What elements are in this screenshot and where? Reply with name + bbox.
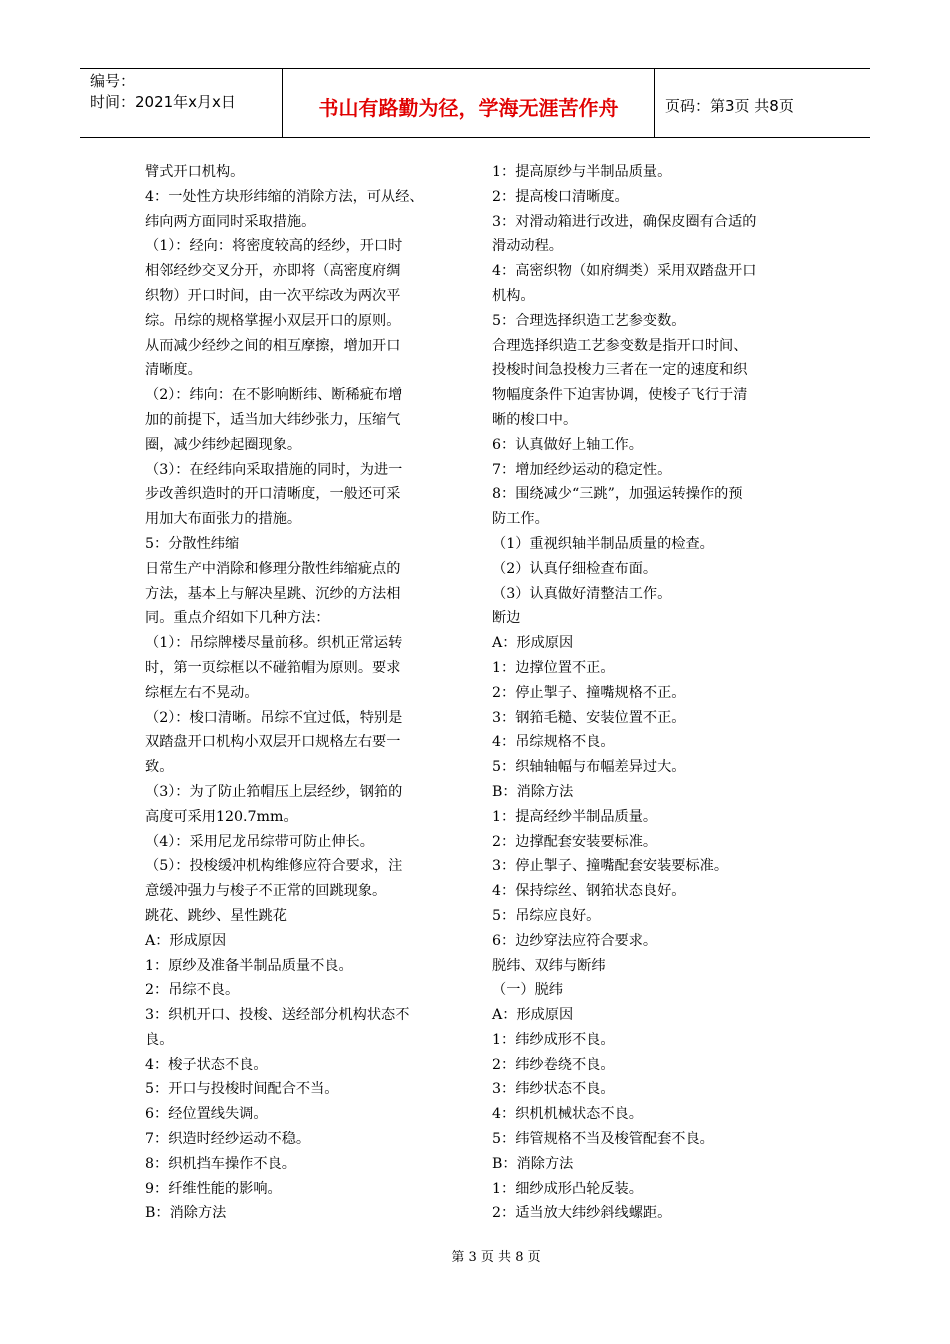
- text-line: （2）：纬向：在不影响断纬、断稀疵布增: [145, 387, 403, 404]
- header-motto: 书山有路勤为径，学海无涯苦作舟: [283, 69, 655, 137]
- text-line: 6：经位置线失调。: [145, 1106, 268, 1123]
- text-line: 3：纬纱状态不良。: [492, 1081, 615, 1098]
- body-right-column: [492, 160, 814, 1226]
- text-line: 2：吊综不良。: [145, 982, 240, 999]
- text-line: （1）：经向：将密度较高的经纱，开口时: [145, 238, 403, 255]
- text-line: 8：织机挡车操作不良。: [145, 1155, 296, 1172]
- text-line: 滑动动程。: [492, 238, 563, 255]
- page-footer: 第 3 页 共 8 页: [451, 1250, 541, 1265]
- document-number-label: 编号：: [90, 72, 136, 90]
- text-line: 合理选择织造工艺参变数是指开口时间、: [492, 337, 748, 354]
- text-line: 相邻经纱交叉分开，亦即将（高密度府绸: [145, 263, 401, 280]
- text-line: （4）：采用尼龙吊综带可防止伸长。: [145, 833, 374, 850]
- document-time-label: 时间：2021年x月x日: [90, 93, 236, 111]
- text-line: 2：纬纱卷绕不良。: [492, 1056, 615, 1073]
- text-line: 7：织造时经纱运动不稳。: [145, 1131, 311, 1148]
- text-line: 用加大布面张力的措施。: [145, 511, 302, 528]
- text-line: 良。: [145, 1031, 174, 1048]
- text-line: 晰的梭口中。: [492, 411, 578, 428]
- text-line: 2：提高梭口清晰度。: [492, 188, 629, 205]
- text-line: （2）：梭口清晰。吊综不宜过低，特别是: [145, 709, 403, 726]
- text-line: 圈，减少纬纱起圈现象。: [145, 436, 302, 453]
- header-page-number: 页码：第3页 共8页: [665, 96, 794, 115]
- text-line: 臂式开口机构。: [145, 164, 245, 180]
- text-line: 综。吊综的规格掌握小双层开口的原则。: [145, 312, 401, 329]
- text-line: 4：一处性方块形纬缩的消除方法，可从经、: [145, 188, 424, 205]
- text-line: 投梭时间急投梭力三者在一定的速度和织: [492, 362, 748, 379]
- text-line: 6：认真做好上轴工作。: [492, 436, 643, 453]
- text-line: 意缓冲强力与梭子不正常的回跳现象。: [145, 883, 387, 900]
- text-line: 1：细纱成形凸轮反装。: [492, 1180, 643, 1197]
- text-line: 5：织轴轴幅与布幅差异过大。: [492, 759, 686, 776]
- text-line: B：消除方法: [492, 1155, 574, 1172]
- text-line: 3：织机开口、投梭、送经部分机构状态不: [145, 1007, 410, 1024]
- text-line: 4：梭子状态不良。: [145, 1056, 268, 1073]
- text-line: 加的前提下，适当加大纬纱张力，压缩气: [145, 411, 401, 428]
- header-info: [80, 69, 283, 137]
- text-line: A：形成原因: [145, 932, 227, 949]
- text-line: 致。: [145, 759, 174, 776]
- text-line: 5：吊综应良好。: [492, 907, 601, 924]
- text-line: 防工作。: [492, 511, 549, 528]
- text-line: 2：边撑配套安装要标准。: [492, 833, 658, 850]
- text-line: 4：保持综丝、钢筘状态良好。: [492, 883, 686, 900]
- body-left-column: [145, 160, 465, 1226]
- text-line: 3：对滑动箱进行改进，确保皮圈有合适的: [492, 213, 757, 230]
- text-line: （1）：吊综牌楼尽量前移。织机正常运转: [145, 635, 403, 652]
- text-line: 步改善织造时的开口清晰度，一般还可采: [145, 486, 401, 503]
- text-line: 1：原纱及准备半制品质量不良。: [145, 957, 353, 974]
- page-header: [80, 68, 870, 138]
- text-line: 2：适当放大纬纱斜线螺距。: [492, 1205, 672, 1222]
- text-line: （5）：投梭缓冲机构维修应符合要求，注: [145, 858, 403, 875]
- text-line: （3）：在经纬向采取措施的同时，为进一: [145, 461, 403, 478]
- text-line: 9：纤维性能的影响。: [145, 1180, 282, 1197]
- text-line: 5：分散性纬缩: [145, 535, 240, 552]
- text-line: 3：停止掣子、撞嘴配套安装要标准。: [492, 858, 729, 875]
- text-line: 4：高密织物（如府绸类）采用双踏盘开口: [492, 263, 757, 280]
- text-line: （2）认真仔细检查布面。: [492, 560, 658, 577]
- text-line: 物幅度条件下迫害协调，使梭子飞行于清: [492, 387, 748, 404]
- text-line: 日常生产中消除和修理分散性纬缩疵点的: [145, 560, 401, 577]
- text-line: 5：纬管规格不当及梭管配套不良。: [492, 1131, 714, 1148]
- text-line: 6：边纱穿法应符合要求。: [492, 932, 658, 949]
- text-line: 1：纬纱成形不良。: [492, 1031, 615, 1048]
- text-line: 高度可采用120.7mm。: [145, 808, 298, 825]
- text-line: 从而减少经纱之间的相互摩擦，增加开口: [145, 337, 401, 354]
- text-line: 5：开口与投梭时间配合不当。: [145, 1081, 339, 1098]
- text-line: （1）重视织轴半制品质量的检查。: [492, 535, 714, 552]
- text-line: 纬向两方面同时采取措施。: [145, 213, 316, 230]
- text-line: 综框左右不晃动。: [145, 684, 259, 701]
- text-line: A：形成原因: [492, 1007, 574, 1024]
- text-line: 7：增加经纱运动的稳定性。: [492, 461, 672, 478]
- text-line: A：形成原因: [492, 635, 574, 652]
- text-line: 1：边撑位置不正。: [492, 659, 615, 676]
- text-line: 5：合理选择织造工艺参变数。: [492, 312, 686, 329]
- text-line: （3）：为了防止筘帽压上层经纱，钢筘的: [145, 783, 403, 800]
- text-line: 2：停止掣子、撞嘴规格不正。: [492, 684, 686, 701]
- text-line: 8：围绕减少“三跳”，加强运转操作的预: [492, 486, 743, 503]
- text-line: B：消除方法: [492, 783, 574, 800]
- text-line: 1：提高经纱半制品质量。: [492, 808, 658, 825]
- text-line: 跳花、跳纱、星性跳花: [145, 907, 287, 924]
- text-line: 脱纬、双纬与断纬: [492, 957, 606, 974]
- text-line: 时，第一页综框以不碰筘帽为原则。要求: [145, 659, 401, 676]
- text-line: 3：钢筘毛糙、安装位置不正。: [492, 709, 686, 726]
- text-line: （一）脱纬: [492, 982, 563, 999]
- text-line: 断边: [492, 610, 521, 627]
- text-line: 4：织机机械状态不良。: [492, 1106, 643, 1123]
- text-line: 织物）开口时间，由一次平综改为两次平: [145, 287, 401, 304]
- text-line: 同。重点介绍如下几种方法：: [145, 610, 330, 627]
- text-line: （3）认真做好清整洁工作。: [492, 585, 672, 602]
- text-line: 4：吊综规格不良。: [492, 734, 615, 751]
- text-line: 方法，基本上与解决星跳、沉纱的方法相: [145, 585, 401, 602]
- text-line: B：消除方法: [145, 1205, 227, 1222]
- text-line: 1：提高原纱与半制品质量。: [492, 164, 672, 180]
- text-line: 清晰度。: [145, 362, 202, 379]
- text-line: 机构。: [492, 287, 535, 304]
- text-line: 双踏盘开口机构小双层开口规格左右要一: [145, 734, 401, 751]
